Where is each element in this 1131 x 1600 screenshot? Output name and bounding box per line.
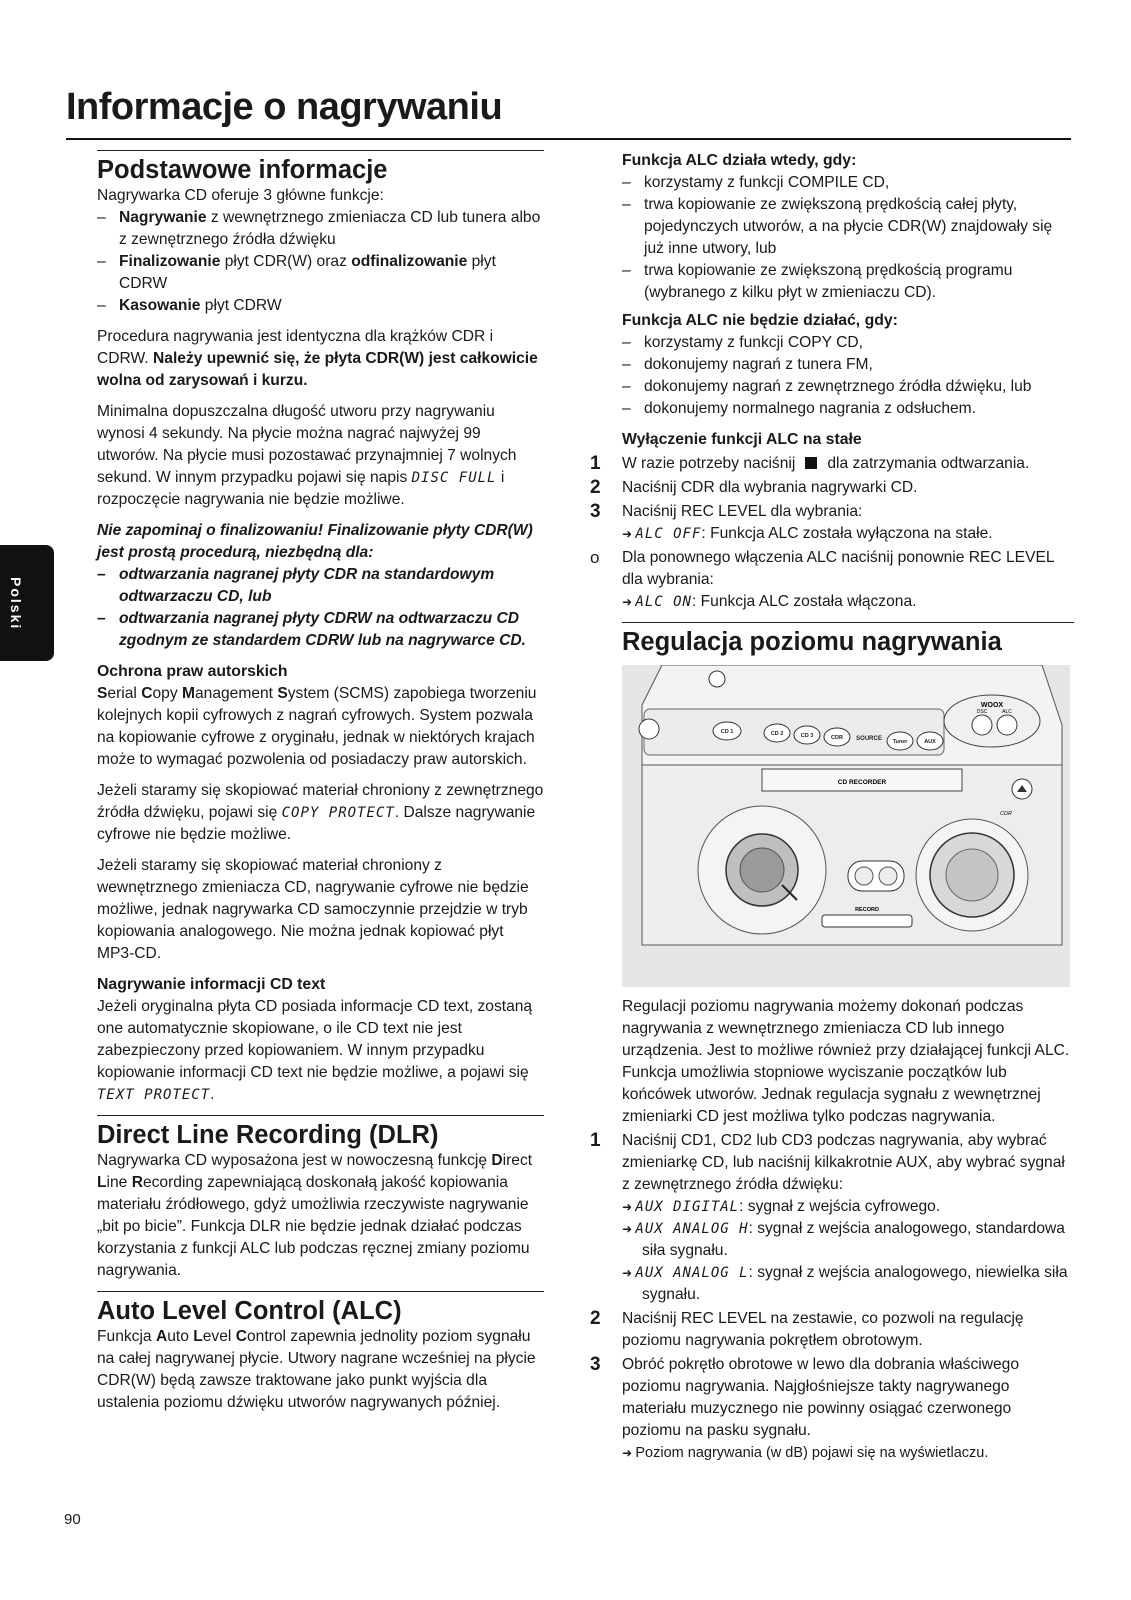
text: płyt CDRW xyxy=(200,297,282,314)
stop-icon xyxy=(805,457,817,469)
title-rule xyxy=(66,138,1071,140)
text: erial xyxy=(107,685,142,702)
subheading-alc-not: Funkcja ALC nie będzie działać, gdy: xyxy=(622,312,898,329)
initial: D xyxy=(491,1152,503,1169)
text: dla zatrzymania odtwarzania. xyxy=(827,455,1030,472)
cd-recorder-label: CD RECORDER xyxy=(837,779,887,786)
text: trwa kopiowanie ze zwiększoną prędkością programu (wybranego z kilku płyt w zmieniaczu CD). xyxy=(644,262,1013,301)
headphone-jack-icon xyxy=(639,719,659,739)
level-button-icon[interactable] xyxy=(879,867,897,885)
paragraph xyxy=(97,683,544,771)
text: ine xyxy=(106,1174,132,1191)
text: Naciśnij CDR dla wybrania nagrywarki CD. xyxy=(622,479,918,496)
text: dokonujemy nagrań z tunera FM, xyxy=(644,356,873,373)
step xyxy=(590,477,1074,499)
text: odtwarzania nagranej płyty CDR na standardowym odtwarzaczu CD, lub xyxy=(119,566,495,605)
step-number: 2 xyxy=(590,1308,601,1329)
step xyxy=(590,501,1074,545)
text: evel xyxy=(202,1328,236,1345)
paragraph xyxy=(97,780,544,846)
text: anagement xyxy=(194,685,278,702)
cd3-button-label: CD 3 xyxy=(800,733,814,739)
basic-intro: Nagrywarka CD oferuje 3 główne funkcje: xyxy=(97,187,384,204)
text: Naciśnij REC LEVEL dla wybrania: xyxy=(622,503,863,520)
subheading-cdtext: Nagrywanie informacji CD text xyxy=(97,976,326,993)
step xyxy=(590,453,1074,475)
page-title: Informacje o nagrywaniu xyxy=(66,86,503,128)
initial: M xyxy=(181,685,195,702)
initial: A xyxy=(155,1328,168,1345)
result-line xyxy=(622,523,1074,545)
transport-hub xyxy=(740,848,784,892)
step-number: 1 xyxy=(590,453,601,474)
cdr-button-label: CDR xyxy=(831,735,843,741)
text: dokonujemy nagrań z zewnętrznego źródła dźwięku, lub xyxy=(644,378,1032,395)
display-text: COPY PROTECT xyxy=(281,805,395,821)
text: dokonujemy normalnego nagrania z odsłuchem. xyxy=(644,400,976,417)
list-item: – Nagrywanie z wewnętrznego zmieniacza CD lub tunera albo z zewnętrznego źródła dźwięku xyxy=(97,209,541,248)
display-text: ALC ON xyxy=(635,594,692,610)
text: Obróć pokrętło obrotowe w lewo dla dobrania właściwego poziomu nagrywania. Najgłośniejsze takty nagrywanego materiału muzycznego nie powinny osiągać czerwonego poziomu na pasku sygnału. xyxy=(622,1356,1019,1439)
dsc-knob-icon[interactable] xyxy=(972,715,992,735)
list-item: – odtwarzania nagranej płyty CDRW na odtwarzaczu CD zgodnym ze standardem CDRW lub na nagrywarce CD. xyxy=(97,608,544,652)
text: Naciśnij CD1, CD2 lub CD3 podczas nagrywania, aby wybrać zmieniarkę CD, lub naciśnij kilkakrotnie AUX, aby wybrać sygnał z zewnętrznego źródła dźwięku: xyxy=(622,1132,1065,1193)
initial: C xyxy=(235,1328,247,1345)
list-item: – dokonujemy normalnego nagrania z odsłuchem. xyxy=(622,398,1074,420)
text: uto xyxy=(167,1328,194,1345)
term: Kasowanie xyxy=(119,297,201,314)
text: : sygnał z wejścia analogowego, standardowa siła sygnału. xyxy=(642,1220,1065,1259)
text: Minimalna dopuszczalna długość utworu przy nagrywaniu wynosi 4 sekundy. Na płycie można nagrać najwyżej 99 utworów. Na płycie musi pozostawać przynajmniej 7 wolnych sekund. W innym przypadku pojawi się napis xyxy=(97,403,517,486)
paragraph: Jeżeli staramy się skopiować materiał chroniony z wewnętrznego zmieniacza CD, nagrywanie cyfrowe nie będzie możliwe, jednak nagrywarka CD samoczynnie przejdzie w tryb kopiowania analogowego. Nie można jednak kopiować płyt MP3-CD. xyxy=(97,857,529,962)
power-button-icon xyxy=(709,671,725,687)
initial: L xyxy=(97,1174,107,1191)
text: : Funkcja ALC została włączona. xyxy=(691,593,917,610)
result-line xyxy=(622,1442,1074,1464)
term: odfinalizowanie xyxy=(351,253,468,270)
list-item: – odtwarzania nagranej płyty CDR na standardowym odtwarzaczu CD, lub xyxy=(97,564,544,608)
text: Jeżeli oryginalna płyta CD posiada informacje CD text, zostaną one automatycznie skopiowane, o ile CD text nie jest zabezpieczony przed kopiowaniem. W innym przypadku kopiowanie informacji CD text nie będzie możliwe, a pojawi się xyxy=(97,998,533,1081)
section-heading-regulation: Regulacja poziomu nagrywania xyxy=(622,622,1074,657)
list-item: – korzystamy z funkcji COMPILE CD, xyxy=(622,172,1074,194)
regulation-intro: Regulacji poziomu nagrywania możemy dokonań podczas nagrywania z wewnętrznego zmieniacza CD lub innego urządzenia. Jest to możliwe również przy działającej funkcji ALC. Funkcja umożliwia stopniowe wyciszanie początków lub końcówek utworów. Jednak regulacja sygnału z wewnętrznej zmieniarki CD jest możliwa tylko podczas nagrywania. xyxy=(622,998,1070,1125)
text: Poziom nagrywania (w dB) pojawi się na wyświetlaczu. xyxy=(635,1445,989,1461)
text: . Dalsze nagrywanie cyfrowe nie będzie możliwe. xyxy=(97,804,536,843)
display-text: AUX DIGITAL xyxy=(635,1199,740,1215)
section-heading-dlr: Direct Line Recording (DLR) xyxy=(97,1115,544,1150)
paragraph xyxy=(97,401,544,511)
paragraph xyxy=(97,1150,544,1282)
initial: S xyxy=(277,685,288,702)
text: płyt CDR(W) oraz xyxy=(220,253,352,270)
tuner-button-label: Tuner xyxy=(892,739,908,745)
list-item: – dokonujemy nagrań z zewnętrznego źródła dźwięku, lub xyxy=(622,376,1074,398)
text: trwa kopiowanie ze zwiększoną prędkością całej płyty, pojedynczych utworów, a na płycie CDR(W) znajdowały się już inne utwory, lub xyxy=(644,196,1053,257)
step-bullet: o xyxy=(590,548,600,567)
initial: R xyxy=(131,1174,143,1191)
step xyxy=(590,547,1074,613)
text: W razie potrzeby naciśnij xyxy=(622,455,796,472)
subheading-alc-off: Wyłączenie funkcji ALC na stałe xyxy=(622,431,862,448)
step-number: 3 xyxy=(590,501,601,522)
warning-text: Należy upewnić się, że płyta CDR(W) jest całkowicie wolna od zarysowań i kurzu. xyxy=(97,350,538,389)
cd1-button-label: CD 1 xyxy=(720,729,734,735)
initial: S xyxy=(97,685,108,702)
list-item: – trwa kopiowanie ze zwiększoną prędkością całej płyty, pojedynczych utworów, a na płycie CDR(W) znajdowały się już inne utwory, lub xyxy=(622,194,1074,260)
alc-knob-icon[interactable] xyxy=(997,715,1017,735)
list-item: – dokonujemy nagrań z tunera FM, xyxy=(622,354,1074,376)
knob-label: DSC xyxy=(976,709,988,715)
step-number: 3 xyxy=(590,1354,601,1375)
paragraph xyxy=(97,326,544,392)
source-label: SOURCE xyxy=(856,736,882,742)
cd2-button-label: CD 2 xyxy=(770,731,784,737)
finalize-note: Nie zapominaj o finalizowaniu! Finalizowanie płyty CDR(W) jest prostą procedurą, niezbędną dla: xyxy=(97,522,533,561)
text: korzystamy z funkcji COMPILE CD, xyxy=(644,174,890,191)
initial: L xyxy=(193,1328,203,1345)
list-item: – korzystamy z funkcji COPY CD, xyxy=(622,332,1074,354)
term: Finalizowanie xyxy=(119,253,221,270)
text: irect xyxy=(502,1152,533,1169)
subheading-alc-works: Funkcja ALC działa wtedy, gdy: xyxy=(622,152,857,169)
text: korzystamy z funkcji COPY CD, xyxy=(644,334,863,351)
language-tab xyxy=(0,545,54,661)
list-item: – trwa kopiowanie ze zwiększoną prędkością programu (wybranego z kilku płyt w zmieniaczu CD). xyxy=(622,260,1074,304)
left-column xyxy=(97,150,544,1414)
aux-button-label: AUX xyxy=(924,739,936,745)
knob-label: ALC xyxy=(1002,709,1012,715)
list-item: – Kasowanie płyt CDRW xyxy=(97,297,282,314)
display-text: TEXT PROTECT xyxy=(97,1087,211,1103)
step xyxy=(590,1130,1074,1306)
display-text: ALC OFF xyxy=(635,526,702,542)
text: płyt CDRW xyxy=(119,253,496,292)
subheading-copyright: Ochrona praw autorskich xyxy=(97,663,288,680)
rec-button-icon[interactable] xyxy=(855,867,873,885)
text: : Funkcja ALC została wyłączona na stałe. xyxy=(701,525,993,542)
result-line xyxy=(622,1218,1074,1262)
section-heading-alc: Auto Level Control (ALC) xyxy=(97,1291,544,1326)
step-number: 2 xyxy=(590,477,601,498)
text: : sygnał z wejścia cyfrowego. xyxy=(739,1198,941,1215)
device-illustration xyxy=(622,665,1070,987)
list-item: – Finalizowanie płyt CDR(W) oraz odfinalizowanie płyt CDRW xyxy=(97,253,496,292)
page-number: 90 xyxy=(64,1511,81,1528)
result-line xyxy=(622,1196,1074,1218)
text: i rozpoczęcie nagrywania nie będzie możliwe. xyxy=(97,469,505,508)
record-label: RECORD xyxy=(855,907,879,913)
paragraph xyxy=(97,996,544,1106)
text: . xyxy=(210,1086,215,1103)
text: : sygnał z wejścia analogowego, niewielka siła sygnału. xyxy=(642,1264,1068,1303)
text: Funkcja xyxy=(97,1328,156,1345)
text: ystem (SCMS) zapobiega tworzeniu kolejnych kopii cyfrowych z nagrań cyfrowych. System pozwala na kopiowanie cyfrowe z oryginału, jednak w niektórych krajach może to wymagać pozwolenia od posiadaczy praw autorskich. xyxy=(97,685,537,768)
text: opy xyxy=(152,685,182,702)
step xyxy=(590,1308,1074,1352)
record-bar xyxy=(822,915,912,927)
text: Jeżeli staramy się skopiować materiał chroniony z zewnętrznego źródła dźwięku, pojawi się xyxy=(97,782,544,821)
text: z wewnętrznego zmieniacza CD lub tunera albo z zewnętrznego źródła dźwięku xyxy=(119,209,541,248)
term: Nagrywanie xyxy=(119,209,207,226)
right-column xyxy=(590,150,1074,1464)
section-heading-basic: Podstawowe informacje xyxy=(97,150,544,185)
display-text: AUX ANALOG L xyxy=(635,1265,749,1281)
result-line xyxy=(622,591,1074,613)
result-line xyxy=(622,1262,1074,1306)
display-text: DISC FULL xyxy=(411,470,497,486)
text: Procedura nagrywania jest identyczna dla krążków CDR i CDRW. xyxy=(97,328,494,367)
text: Nagrywarka CD wyposażona jest w nowoczesną funkcję xyxy=(97,1152,492,1169)
step xyxy=(590,1354,1074,1464)
initial: C xyxy=(141,685,153,702)
text: odtwarzania nagranej płyty CDRW na odtwarzaczu CD zgodnym ze standardem CDRW lub na nagrywarce CD. xyxy=(119,610,526,649)
text: Naciśnij REC LEVEL na zestawie, co pozwoli na regulację poziomu nagrywania pokrętłem obrotowym. xyxy=(622,1310,1024,1349)
jog-hub xyxy=(946,849,998,901)
cdr-label: CDR xyxy=(1000,811,1012,817)
step-number: 1 xyxy=(590,1130,601,1151)
language-tab-label: Polski xyxy=(8,577,24,631)
display-text: AUX ANALOG H xyxy=(635,1221,749,1237)
paragraph xyxy=(97,1326,544,1414)
text: ontrol zapewnia jednolity poziom sygnału na całej nagrywanej płycie. Utwory nagrane wcześniej na płycie CDR(W) będą zawsze traktowane jako punkt wyjścia dla ustalenia poziomu dźwięku utworów nagrywanych później. xyxy=(97,1328,536,1411)
brand-label: WOOX xyxy=(980,702,1004,709)
text: ecording zapewniającą doskonałą jakość kopiowania materiału źródłowego, gdyż umożliwia rzeczywiste nagrywanie „bit po bicie”. Funkcja DLR nie będzie jednak działać podczas korzystania z funkcji ALC lub podczas ręcznej zmiany poziomu nagrywania. xyxy=(97,1174,530,1279)
text: Dla ponownego włączenia ALC naciśnij ponownie REC LEVEL dla wybrania: xyxy=(622,549,1054,588)
